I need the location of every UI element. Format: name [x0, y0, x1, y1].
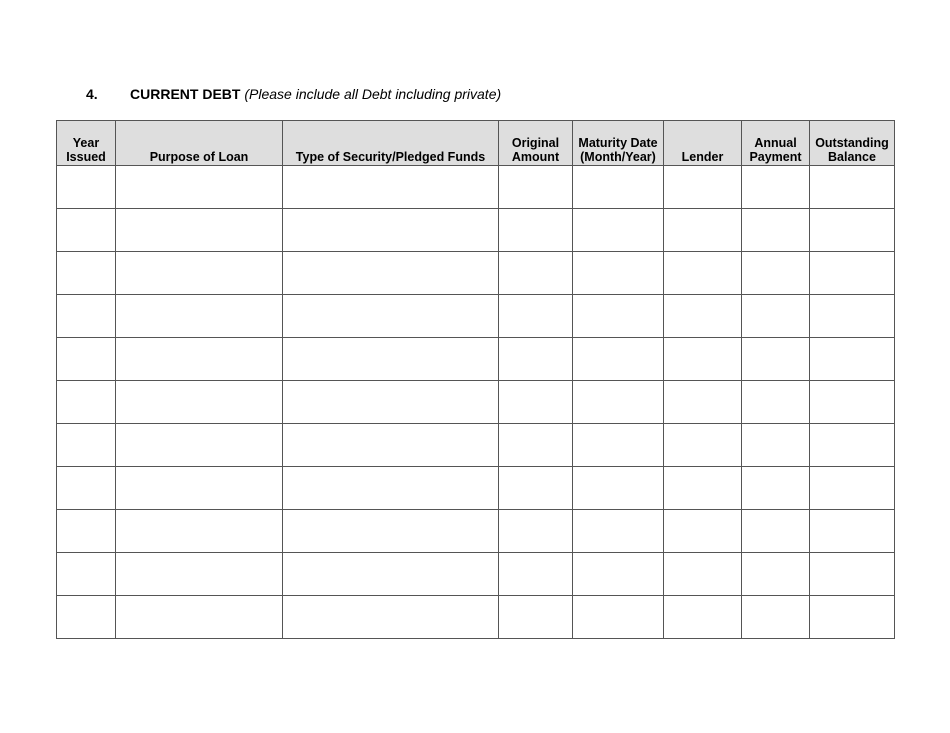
cell-original-amount[interactable]	[499, 553, 573, 596]
cell-outstanding-balance[interactable]	[810, 338, 895, 381]
cell-annual-payment[interactable]	[742, 252, 810, 295]
cell-original-amount[interactable]	[499, 338, 573, 381]
cell-outstanding-balance[interactable]	[810, 596, 895, 639]
cell-maturity-date[interactable]	[573, 295, 664, 338]
cell-outstanding-balance[interactable]	[810, 553, 895, 596]
col-header-year-issued: Year Issued	[57, 121, 116, 166]
col-header-lender: Lender	[664, 121, 742, 166]
cell-purpose-of-loan[interactable]	[116, 596, 283, 639]
cell-original-amount[interactable]	[499, 596, 573, 639]
col-header-type-of-security: Type of Security/Pledged Funds	[283, 121, 499, 166]
cell-maturity-date[interactable]	[573, 252, 664, 295]
cell-maturity-date[interactable]	[573, 424, 664, 467]
cell-year-issued[interactable]	[57, 381, 116, 424]
col-header-annual-payment: Annual Payment	[742, 121, 810, 166]
table-row	[57, 295, 895, 338]
cell-type-of-security[interactable]	[283, 553, 499, 596]
cell-purpose-of-loan[interactable]	[116, 295, 283, 338]
table-row	[57, 338, 895, 381]
cell-year-issued[interactable]	[57, 553, 116, 596]
cell-outstanding-balance[interactable]	[810, 467, 895, 510]
table-row	[57, 252, 895, 295]
cell-annual-payment[interactable]	[742, 381, 810, 424]
cell-purpose-of-loan[interactable]	[116, 166, 283, 209]
cell-lender[interactable]	[664, 252, 742, 295]
cell-lender[interactable]	[664, 424, 742, 467]
cell-purpose-of-loan[interactable]	[116, 510, 283, 553]
cell-annual-payment[interactable]	[742, 424, 810, 467]
cell-annual-payment[interactable]	[742, 596, 810, 639]
table-row	[57, 596, 895, 639]
cell-maturity-date[interactable]	[573, 338, 664, 381]
current-debt-table	[56, 120, 895, 639]
cell-original-amount[interactable]	[499, 467, 573, 510]
cell-maturity-date[interactable]	[573, 510, 664, 553]
table-row	[57, 467, 895, 510]
col-header-purpose-of-loan: Purpose of Loan	[116, 121, 283, 166]
cell-type-of-security[interactable]	[283, 295, 499, 338]
cell-type-of-security[interactable]	[283, 381, 499, 424]
cell-type-of-security[interactable]	[283, 596, 499, 639]
cell-lender[interactable]	[664, 553, 742, 596]
cell-maturity-date[interactable]	[573, 467, 664, 510]
cell-year-issued[interactable]	[57, 252, 116, 295]
cell-maturity-date[interactable]	[573, 209, 664, 252]
col-header-outstanding-balance: Outstanding Balance	[810, 121, 895, 166]
cell-maturity-date[interactable]	[573, 553, 664, 596]
cell-year-issued[interactable]	[57, 209, 116, 252]
header-row	[57, 121, 895, 166]
cell-type-of-security[interactable]	[283, 510, 499, 553]
cell-maturity-date[interactable]	[573, 596, 664, 639]
cell-year-issued[interactable]	[57, 295, 116, 338]
table-row	[57, 553, 895, 596]
cell-lender[interactable]	[664, 295, 742, 338]
cell-original-amount[interactable]	[499, 209, 573, 252]
cell-purpose-of-loan[interactable]	[116, 553, 283, 596]
cell-lender[interactable]	[664, 338, 742, 381]
cell-type-of-security[interactable]	[283, 424, 499, 467]
cell-purpose-of-loan[interactable]	[116, 381, 283, 424]
cell-annual-payment[interactable]	[742, 338, 810, 381]
cell-original-amount[interactable]	[499, 252, 573, 295]
cell-annual-payment[interactable]	[742, 467, 810, 510]
cell-lender[interactable]	[664, 467, 742, 510]
section-title-line	[130, 85, 501, 103]
cell-lender[interactable]	[664, 166, 742, 209]
cell-original-amount[interactable]	[499, 166, 573, 209]
cell-lender[interactable]	[664, 596, 742, 639]
cell-purpose-of-loan[interactable]	[116, 424, 283, 467]
cell-year-issued[interactable]	[57, 424, 116, 467]
cell-lender[interactable]	[664, 381, 742, 424]
cell-type-of-security[interactable]	[283, 467, 499, 510]
cell-outstanding-balance[interactable]	[810, 166, 895, 209]
cell-year-issued[interactable]	[57, 166, 116, 209]
cell-original-amount[interactable]	[499, 381, 573, 424]
cell-annual-payment[interactable]	[742, 510, 810, 553]
cell-outstanding-balance[interactable]	[810, 252, 895, 295]
cell-purpose-of-loan[interactable]	[116, 209, 283, 252]
table-row	[57, 381, 895, 424]
table-row	[57, 424, 895, 467]
cell-outstanding-balance[interactable]	[810, 295, 895, 338]
cell-original-amount[interactable]	[499, 510, 573, 553]
cell-purpose-of-loan[interactable]	[116, 338, 283, 381]
cell-outstanding-balance[interactable]	[810, 381, 895, 424]
cell-type-of-security[interactable]	[283, 338, 499, 381]
cell-original-amount[interactable]	[499, 424, 573, 467]
cell-purpose-of-loan[interactable]	[116, 467, 283, 510]
cell-year-issued[interactable]	[57, 596, 116, 639]
cell-outstanding-balance[interactable]	[810, 510, 895, 553]
cell-year-issued[interactable]	[57, 338, 116, 381]
cell-annual-payment[interactable]	[742, 553, 810, 596]
cell-type-of-security[interactable]	[283, 209, 499, 252]
cell-lender[interactable]	[664, 209, 742, 252]
cell-annual-payment[interactable]	[742, 295, 810, 338]
cell-original-amount[interactable]	[499, 295, 573, 338]
section-number: 4.	[86, 86, 98, 102]
cell-outstanding-balance[interactable]	[810, 424, 895, 467]
table-row	[57, 166, 895, 209]
cell-purpose-of-loan[interactable]	[116, 252, 283, 295]
section-title: CURRENT DEBT	[130, 86, 241, 102]
cell-lender[interactable]	[664, 510, 742, 553]
cell-outstanding-balance[interactable]	[810, 209, 895, 252]
cell-year-issued[interactable]	[57, 467, 116, 510]
cell-maturity-date[interactable]	[573, 166, 664, 209]
table-row	[57, 209, 895, 252]
cell-annual-payment[interactable]	[742, 166, 810, 209]
cell-type-of-security[interactable]	[283, 252, 499, 295]
col-header-original-amount: Original Amount	[499, 121, 573, 166]
table-body	[57, 166, 895, 639]
cell-maturity-date[interactable]	[573, 381, 664, 424]
cell-annual-payment[interactable]	[742, 209, 810, 252]
cell-type-of-security[interactable]	[283, 166, 499, 209]
section-note: (Please include all Debt including private)	[244, 86, 502, 102]
col-header-maturity-date: Maturity Date (Month/Year)	[573, 121, 664, 166]
cell-year-issued[interactable]	[57, 510, 116, 553]
table-row	[57, 510, 895, 553]
